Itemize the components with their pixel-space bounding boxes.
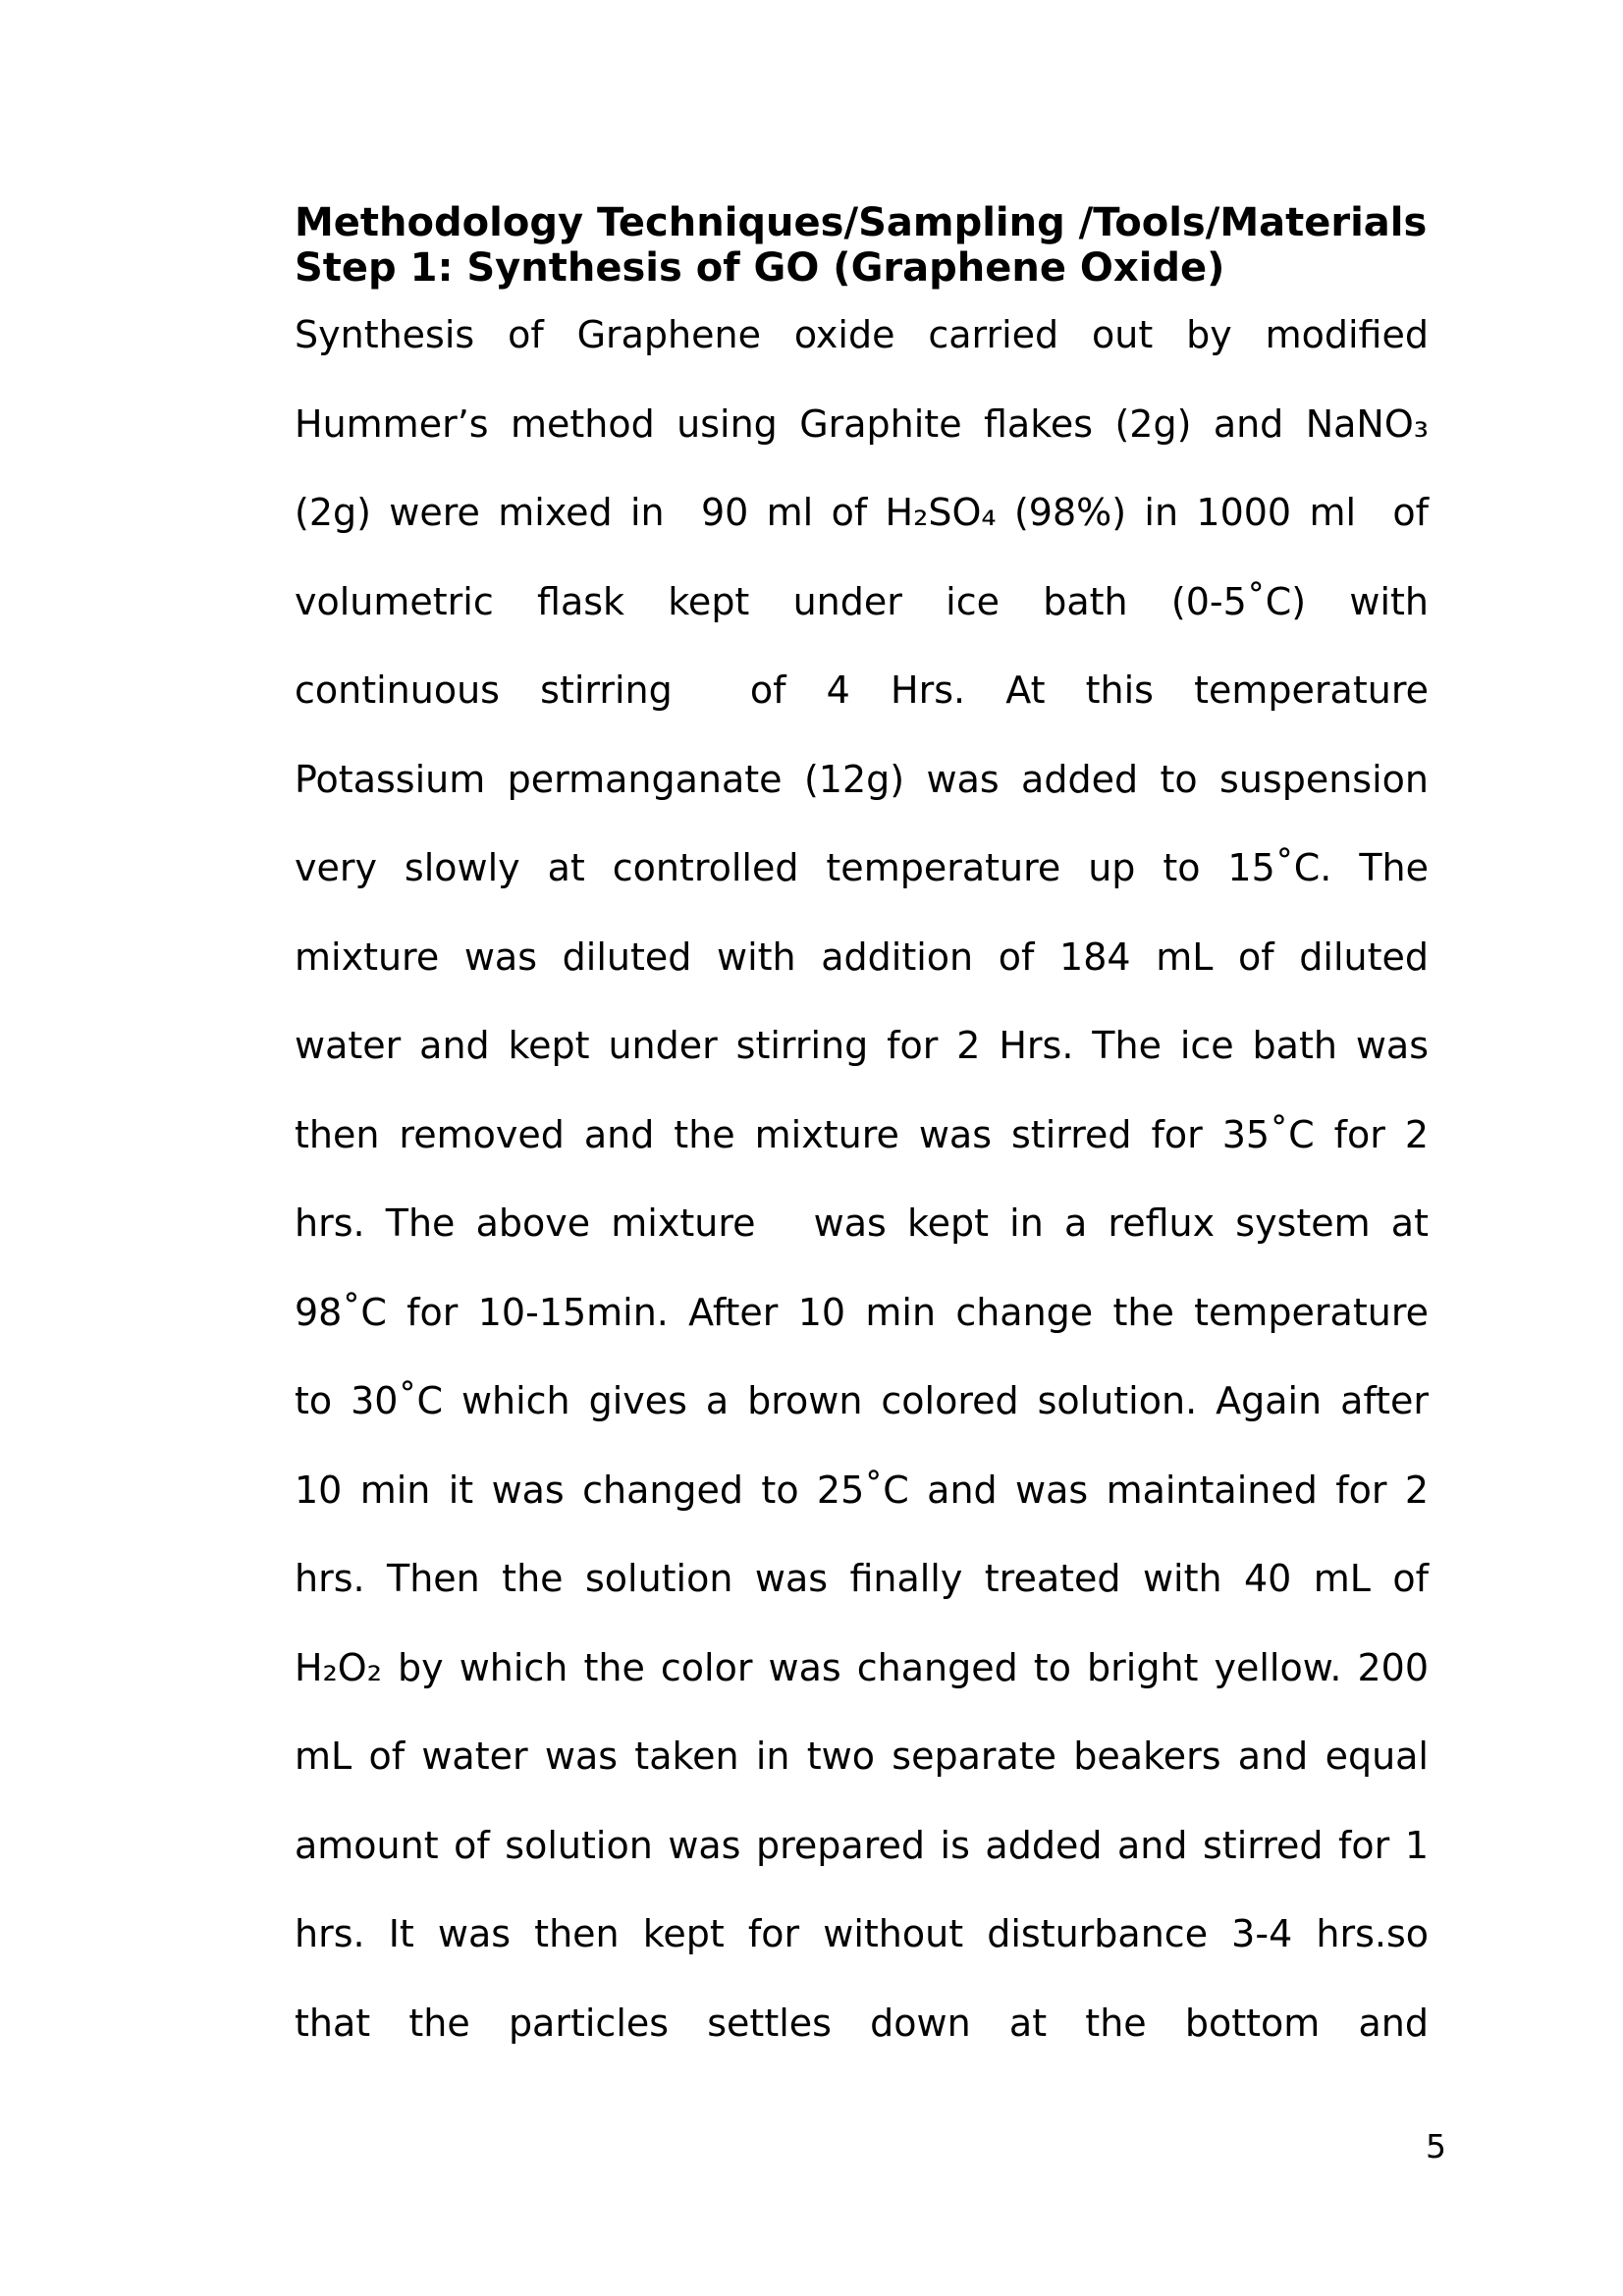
body-line: water and kept under stirring for 2 Hrs. The ice bath was bbox=[295, 1024, 1429, 1067]
body-line: hrs. It was then kept for without disturbance 3-4 hrs.so bbox=[295, 1912, 1429, 1955]
heading-line-step1: Step 1: Synthesis of GO (Graphene Oxide) bbox=[295, 245, 1225, 291]
body-line: that the particles settles down at the bottom and bbox=[295, 2001, 1429, 2045]
text-column bbox=[295, 200, 1429, 2067]
body-line: Synthesis of Graphene oxide carried out by modified bbox=[295, 313, 1429, 356]
body-line: amount of solution was prepared is added and stirred for 1 bbox=[295, 1823, 1429, 1867]
body-line: 10 min it was changed to 25˚C and was maintained for 2 bbox=[295, 1468, 1429, 1512]
body-line: volumetric flask kept under ice bath (0-5˚C) with bbox=[295, 579, 1429, 623]
body-line: H₂O₂ by which the color was changed to bright yellow. 200 bbox=[295, 1645, 1429, 1689]
body-line: hrs. Then the solution was finally treated with 40 mL of bbox=[295, 1557, 1429, 1600]
body-paragraph bbox=[295, 291, 1429, 2067]
body-line: 98˚C for 10-15min. After 10 min change the temperature bbox=[295, 1290, 1429, 1334]
body-line: mL of water was taken in two separate beakers and equal bbox=[295, 1735, 1429, 1778]
body-line: (2g) were mixed in 90 ml of H₂SO₄ (98%) in 1000 ml of bbox=[295, 491, 1429, 534]
body-line: hrs. The above mixture was kept in a reflux system at bbox=[295, 1201, 1429, 1245]
heading-line-methodology: Methodology Techniques/Sampling /Tools/Materials bbox=[295, 200, 1428, 245]
body-line: to 30˚C which gives a brown colored solution. Again after bbox=[295, 1379, 1429, 1422]
body-line: mixture was diluted with addition of 184 mL of diluted bbox=[295, 934, 1429, 979]
body-line: Hummer’s method using Graphite flakes (2g) and NaNO₃ bbox=[295, 401, 1429, 446]
body-line: Potassium permanganate (12g) was added to suspension bbox=[295, 757, 1429, 801]
body-line: very slowly at controlled temperature up to 15˚C. The bbox=[295, 846, 1429, 889]
body-line: then removed and the mixture was stirred for 35˚C for 2 bbox=[295, 1112, 1429, 1156]
section-heading bbox=[295, 200, 1429, 291]
body-line: continuous stirring of 4 Hrs. At this temperature bbox=[295, 668, 1429, 712]
page-number: 5 bbox=[1426, 2127, 1446, 2165]
